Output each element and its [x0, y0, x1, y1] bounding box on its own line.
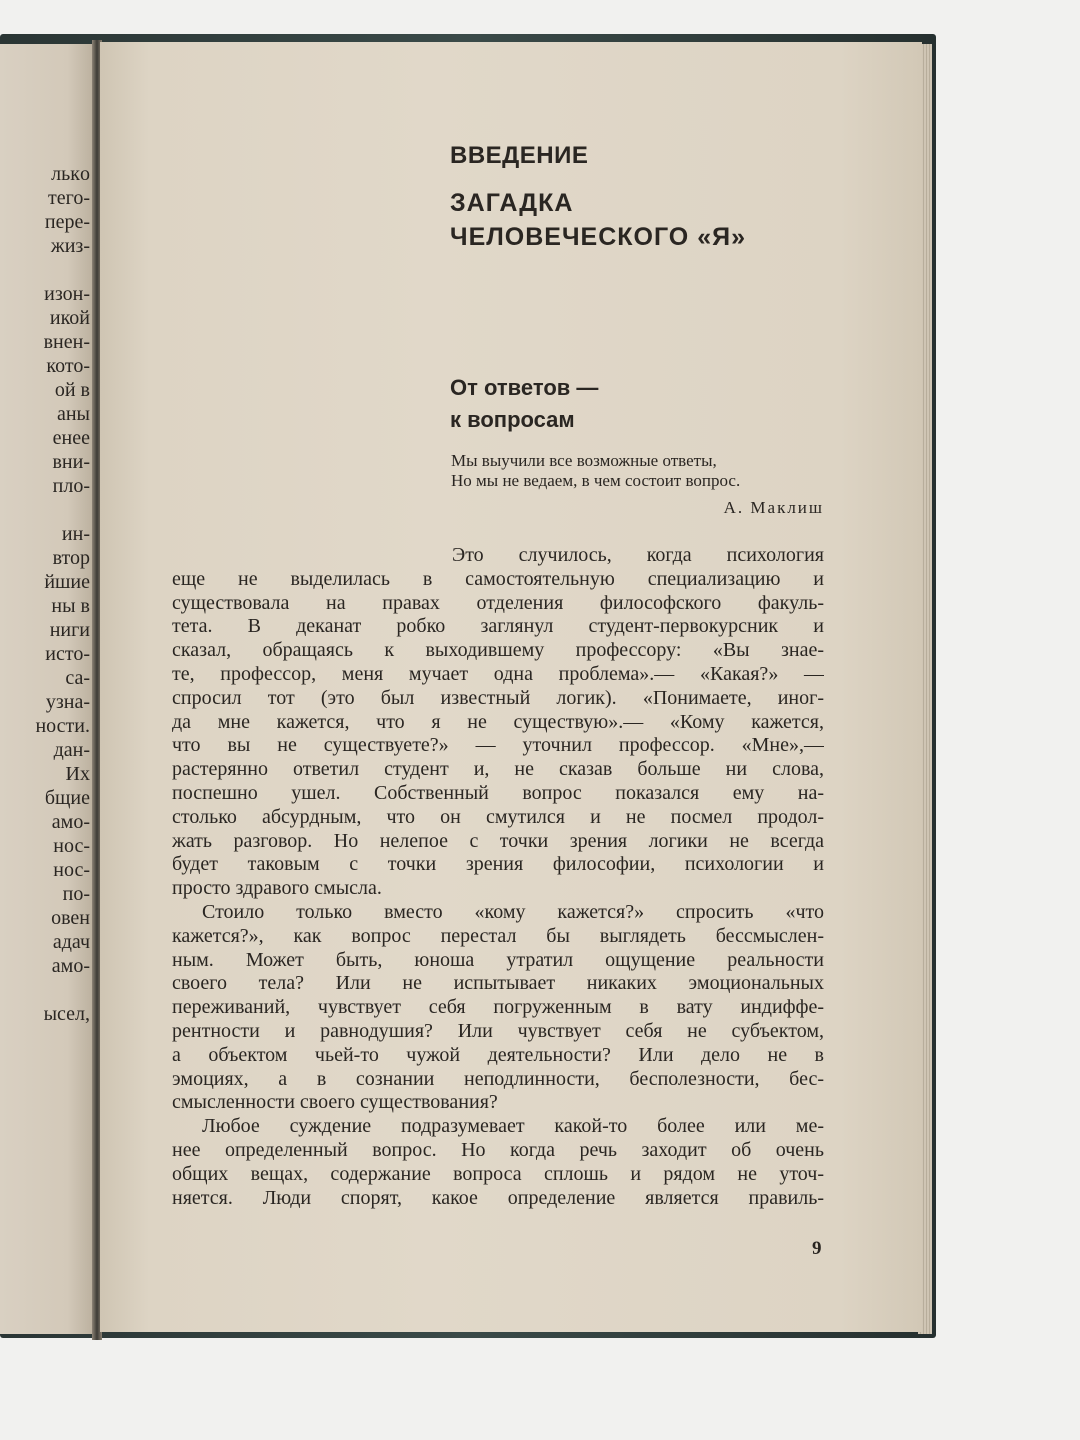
left-page-fragment-line: тего-	[48, 187, 90, 209]
left-page-fragment-line	[0, 258, 90, 282]
chapter-title-line: ЧЕЛОВЕЧЕСКОГО «Я»	[450, 223, 746, 251]
paragraph-line: няется. Люди спорят, какое определение является правиль-	[172, 1186, 824, 1209]
paragraph-line: сказал, обращаясь к выходившему профессору: «Вы знае-	[172, 639, 824, 662]
paragraph-line: смысленности своего существования?	[172, 1091, 498, 1114]
paragraph-line: ным. Может быть, юноша утратил ощущение реальности	[172, 948, 824, 971]
paragraph-line: растерянно ответил студент и, не сказав больше ни слова,	[172, 758, 824, 781]
left-page-fragment-line: са-	[65, 667, 90, 689]
left-page-fragment-line: дан-	[53, 739, 90, 761]
chapter-title	[450, 186, 746, 254]
left-page-fragment-line: втор	[52, 547, 90, 569]
left-page-fragment-line: лькo	[51, 163, 90, 185]
left-page-fragment-line: овен	[51, 907, 90, 929]
epigraph	[451, 451, 831, 491]
left-page-fragment-line: Их	[65, 763, 90, 785]
paragraph-line: те, профессор, меня мучает одна проблема».— «Какая?» —	[172, 662, 824, 685]
left-page-fragment-line: аны	[56, 403, 90, 425]
paragraph-line: спросил тот (это был известный логик). «Понимаете, иног-	[172, 686, 824, 709]
page-number: 9	[812, 1238, 822, 1259]
left-page-fragment-line: жиз-	[50, 235, 90, 257]
paragraph	[172, 544, 824, 901]
paragraph-line: жать разговор. Но нелепое с точки зрения логики не всегда	[172, 829, 824, 852]
left-page-fragment-line: изон-	[44, 283, 90, 305]
section-title	[450, 372, 598, 436]
left-page-fragment-line: ысел,	[43, 1003, 90, 1025]
paragraph-line: рентности и равнодушия? Или чувствует себя не субъектом,	[172, 1019, 824, 1042]
paragraph	[172, 901, 824, 1115]
left-page-fragment-line: по-	[62, 883, 90, 905]
paragraph-line: Любое суждение подразумевает какой-то более или ме-	[202, 1115, 824, 1138]
left-page-fragment-line: амо-	[51, 955, 90, 977]
left-page-fragment-line: ой в	[54, 379, 90, 401]
left-page-fragment-line	[0, 978, 90, 1002]
paragraph-line: тета. В деканат робко заглянул студент-первокурсник и	[172, 615, 824, 638]
left-page-fragment-line: ны в	[51, 595, 90, 617]
left-page-fragment-line: внен-	[43, 331, 90, 353]
section-title-line: к вопросам	[450, 407, 575, 432]
left-page-fragment-line: ности.	[35, 715, 90, 737]
left-page-fragment-line	[0, 498, 90, 522]
paragraph-line: будет таковым с точки зрения философии, психологии и	[172, 853, 824, 876]
body-text	[172, 544, 824, 1210]
paragraph-line: своего тела? Или не испытывает никаких эмоциональных	[172, 972, 824, 995]
left-page-fragment-line: вни-	[52, 451, 90, 473]
left-page-fragment-line: икой	[49, 307, 90, 329]
chapter-title-line: ЗАГАДКА	[450, 189, 574, 217]
chapter-label: ВВЕДЕНИЕ	[450, 142, 589, 169]
left-page-fragment-line: ин-	[61, 523, 90, 545]
paragraph-line: переживаний, чувствует себя погруженным в вату индиффе-	[172, 996, 824, 1019]
paragraph-line: еще не выделилась в самостоятельную специализацию и	[172, 567, 824, 590]
left-page-fragment-line: пере-	[44, 211, 90, 233]
paragraph-line: столько абсурдным, что он смутился и не посмел продол-	[172, 805, 824, 828]
epigraph-line: Но мы не ведаем, в чем состоит вопрос.	[451, 471, 741, 490]
left-page-fragment-line: йшие	[44, 571, 90, 593]
paragraph-line: а объектом чьей-то чужой деятельности? Или дело не в	[172, 1043, 824, 1066]
left-page-fragment-line: ниги	[49, 619, 90, 641]
left-page-fragment-line: адач	[52, 931, 90, 953]
left-page-fragment-line: нос-	[53, 835, 90, 857]
paragraph-line: эмоциях, а в сознании неподлинности, бесполезности, бес-	[172, 1067, 824, 1090]
paragraph-line: поспешно ушел. Собственный вопрос показался ему на-	[172, 781, 824, 804]
section-title-line: От ответов —	[450, 375, 599, 400]
paragraph-line: Стоило только вместо «кому кажется?» спросить «что	[202, 900, 824, 923]
paragraph-line: Это случилось, когда психология	[452, 544, 824, 566]
left-page-text-fragments	[0, 162, 90, 1026]
left-page-fragment-line: узна-	[45, 691, 90, 713]
paragraph-line: существовала на правах отделения философского факуль-	[172, 591, 824, 614]
left-page-fragment-line: пло-	[52, 475, 90, 497]
left-page	[0, 44, 96, 1334]
left-page-fragment-line: кото-	[46, 355, 90, 377]
epigraph-line: Мы выучили все возможные ответы,	[451, 451, 717, 470]
paragraph-line: нее определенный вопрос. Но когда речь заходит об очень	[172, 1138, 824, 1161]
paragraph-line: кажется?», как вопрос перестал бы выглядеть бессмыслен-	[172, 924, 824, 947]
paragraph-line: да мне кажется, что я не существую».— «Кому кажется,	[172, 710, 824, 733]
paragraph-line: просто здравого смысла.	[172, 877, 382, 900]
left-page-fragment-line: енее	[52, 427, 90, 449]
left-page-fragment-line: бщие	[44, 787, 90, 809]
left-page-fragment-line: амо-	[51, 811, 90, 833]
left-page-fragment-line: нос-	[53, 859, 90, 881]
paragraph	[172, 1115, 824, 1210]
paragraph-line: общих вещах, содержание вопроса сплошь и рядом не уточ-	[172, 1162, 824, 1185]
paragraph-line: что вы не существуете?» — уточнил профессор. «Мне»,—	[172, 734, 824, 757]
epigraph-author: А. Маклиш	[723, 498, 824, 517]
left-page-fragment-line: исто-	[45, 643, 90, 665]
